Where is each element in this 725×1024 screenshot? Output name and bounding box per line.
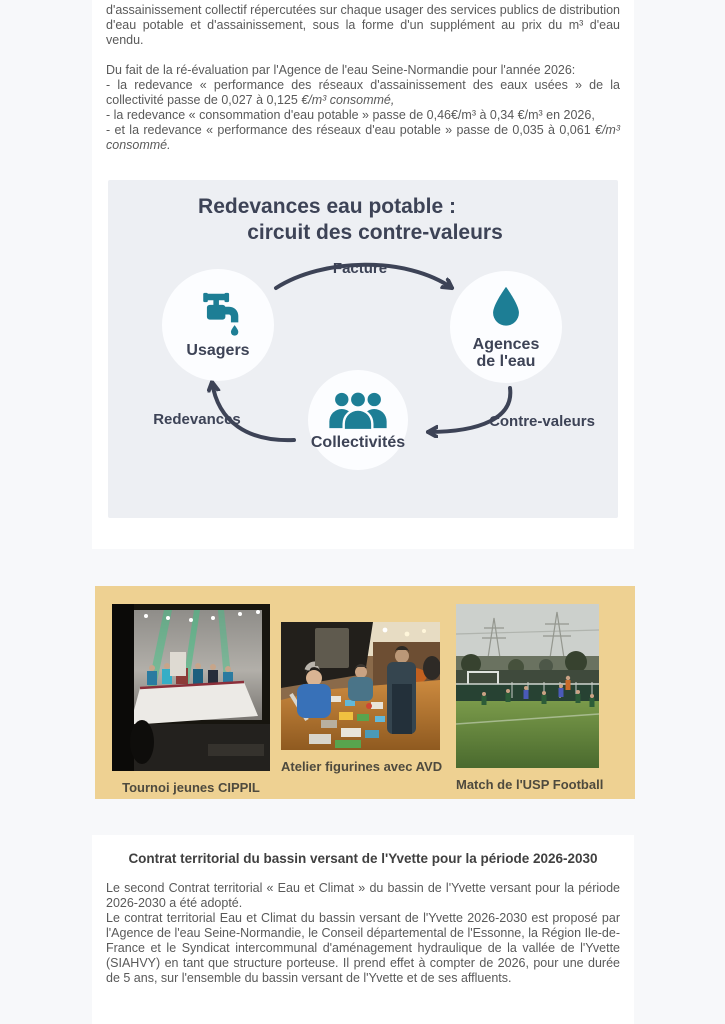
contrat-copy xyxy=(92,851,634,986)
facture-arrow-label: Facture xyxy=(332,260,388,277)
bullet-text: - la redevance « consommation d'eau potable » passe de 0,46€/m³ à 0,34 €/m³ en 2026, xyxy=(106,108,595,122)
bullet-italic: €/m³ consommé, xyxy=(301,93,395,107)
diagram-title-line2: circuit des contre-valeurs xyxy=(247,221,503,244)
water-drop-icon xyxy=(487,285,525,333)
bullet-text: - et la redevance « performance des réseaux d'eau potable » passe de 0,035 à 0,061 xyxy=(106,123,595,137)
tournoi-photo-image xyxy=(112,604,270,771)
bullet-text: - la redevance « performance des réseaux d'assainissement des eaux usées » de la collectivité passe de 0,027 à 0,125 xyxy=(106,78,620,107)
redevance-bullet xyxy=(106,78,620,108)
diagram-title-line1: Redevances eau potable : xyxy=(198,195,456,218)
redevances-copy xyxy=(92,0,634,153)
football-photo-image xyxy=(456,604,599,768)
redevances-arrow-label: Redevances xyxy=(153,411,241,428)
faucet-icon xyxy=(194,291,242,339)
contrat-section xyxy=(92,835,634,1024)
bullet-italic: €/m³ consommé. xyxy=(106,123,620,152)
node-agences-label-line2: de l'eau xyxy=(476,352,536,370)
contrat-paragraph-1: Le second Contrat territorial « Eau et Climat » du bassin de l'Yvette versant pour la période 2026-2030 a été adopté. xyxy=(106,881,620,910)
photo-caption: Match de l'USP Football xyxy=(456,777,604,792)
photo-caption: Atelier figurines avec AVD xyxy=(281,759,443,774)
people-icon xyxy=(327,389,389,431)
atelier-photo-image xyxy=(281,622,440,750)
photo-tournoi-jeunes-cippil xyxy=(112,604,270,795)
redevance-bullet xyxy=(106,123,620,153)
redevance-bullet xyxy=(106,108,620,123)
node-agences-label-line1: Agences xyxy=(472,335,540,353)
photo-match-usp-football xyxy=(456,604,604,792)
node-collectivites-label: Collectivités xyxy=(310,434,406,451)
photo-gallery xyxy=(95,586,635,799)
photo-atelier-figurines xyxy=(281,622,443,774)
node-agences-de-leau xyxy=(450,271,562,383)
intro-paragraph: d'assainissement collectif répercutées sur chaque usager des services publics de distribution d'eau potable et d'assainissement, sous la forme d'un supplément au prix du m³ d'eau vendu. xyxy=(106,3,620,47)
contre-valeurs-arrow-label: Contre-valeurs xyxy=(489,413,595,430)
contrat-heading: Contrat territorial du bassin versant de l'Yvette pour la période 2026-2030 xyxy=(128,851,598,866)
photo-caption: Tournoi jeunes CIPPIL xyxy=(122,780,260,795)
node-agences-label xyxy=(473,336,540,370)
redevances-circuit-diagram xyxy=(108,180,618,518)
contrat-paragraph-2: Le contrat territorial Eau et Climat du bassin versant de l'Yvette 2026-2030 est proposé par l'Agence de l'eau Seine-Normandie, le Conseil départemental de l'Essonne, la Région Ile-de-France et le Syndicat intercommunal d'aménagement hydraulique de la vallée de l'Yvette (SIAHVY) en tant que structure porteuse. Il prend effet à compter de 2026, pour une durée de 5 ans, sur l'ensemble du bassin versant de l'Yvette et de ses affluents. xyxy=(106,911,620,985)
node-usagers-label: Usagers xyxy=(186,342,250,359)
node-collectivites xyxy=(308,370,408,470)
reevaluation-intro: Du fait de la ré-évaluation par l'Agence de l'eau Seine-Normandie pour l'année 2026: xyxy=(106,63,576,77)
node-usagers xyxy=(162,269,274,381)
redevances-section xyxy=(92,0,634,549)
